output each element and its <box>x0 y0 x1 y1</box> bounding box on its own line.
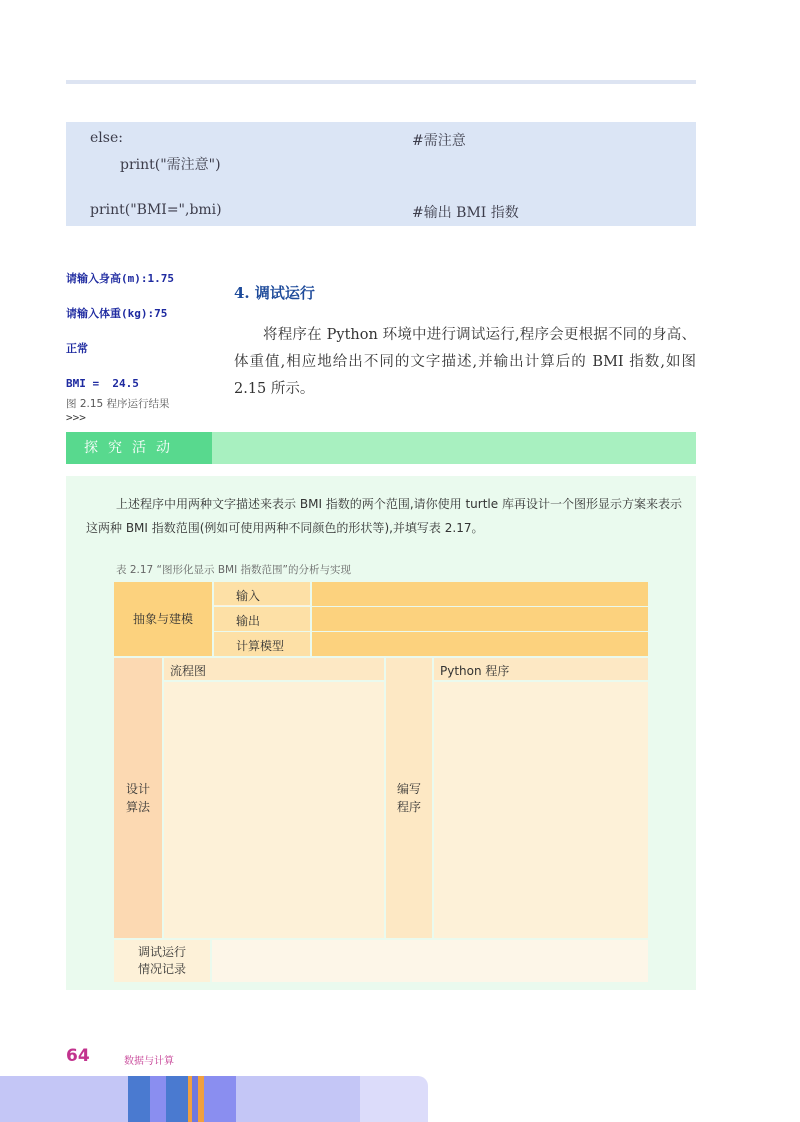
activity-banner-title: 探究活动 <box>66 432 212 464</box>
code-comment-output-bmi: #输出 BMI 指数 <box>412 205 519 221</box>
output-line: 正常 <box>66 341 88 355</box>
header-rule <box>66 80 696 84</box>
body-paragraph: 将程序在 Python 环境中进行调试运行,程序会更根据不同的身高、体重值,相应地给出不同的文字描述,并输出计算后的 BMI 指数,如图 2.15 所示。 <box>234 327 696 397</box>
table-cell-abstract <box>114 582 212 656</box>
model-label: 计算模型 <box>236 639 285 653</box>
design-label: 设计 算法 <box>125 782 150 814</box>
table-cell-design <box>114 658 162 938</box>
output-line: 请输入体重(kg):75 <box>66 306 168 320</box>
table-cell-model-label <box>214 632 310 656</box>
table-cell-input-label <box>214 582 310 606</box>
table-cell-python-header <box>434 658 648 680</box>
debug-label: 调试运行 情况记录 <box>137 945 186 976</box>
write-label: 编写 程序 <box>396 782 421 814</box>
code-line-print-bmi: print("BMI=",bmi) <box>90 202 222 218</box>
code-line-else: else: <box>90 130 123 146</box>
input-label: 输入 <box>236 589 261 603</box>
table-cell-output-label <box>214 607 310 631</box>
activity-panel <box>66 476 696 990</box>
table-cell-write <box>386 658 432 938</box>
footer-bar-segment <box>166 1076 188 1122</box>
table-cell-model-value[interactable] <box>312 632 648 656</box>
output-line: BMI = 24.5 <box>66 376 139 390</box>
footer-bar-segment <box>128 1076 150 1122</box>
figure-caption: 图 2.15 程序运行结果 <box>66 398 170 410</box>
output-line: 请输入身高(m):1.75 <box>66 272 174 286</box>
output-prompt: >>> <box>66 411 86 425</box>
python-label: Python 程序 <box>440 664 510 678</box>
abstract-label: 抽象与建模 <box>132 612 193 626</box>
activity-banner <box>66 432 696 464</box>
table-cell-debug <box>114 940 210 982</box>
table-cell-flowchart-header <box>164 658 384 680</box>
table-cell-input-value[interactable] <box>312 582 648 606</box>
code-comment-attention: #需注意 <box>412 133 466 149</box>
output-label: 输出 <box>236 614 261 628</box>
code-line-print-attention: print("需注意") <box>120 157 221 173</box>
book-title: 数据与计算 <box>124 1056 174 1067</box>
footer-bar-segment <box>360 1076 428 1122</box>
flowchart-area[interactable] <box>164 682 384 938</box>
footer-bar-segment <box>236 1076 360 1122</box>
page-number: 64 <box>66 1046 90 1066</box>
activity-text: 上述程序中用两种文字描述来表示 BMI 指数的两个范围,请你使用 turtle 库再设计一个图形显示方案来表示这两种 BMI 指数范围(例如可使用两种不同颜色的形状等),并填写表 2.17。 <box>86 497 682 535</box>
footer-bar-segment <box>150 1076 166 1122</box>
flowchart-label: 流程图 <box>170 664 207 678</box>
footer-bar-segment <box>204 1076 236 1122</box>
section-title: 4. 调试运行 <box>234 284 315 302</box>
footer-bar-segment <box>0 1076 128 1122</box>
debug-record-area[interactable] <box>212 940 648 982</box>
python-code-area[interactable] <box>434 682 648 938</box>
table-cell-output-value[interactable] <box>312 607 648 631</box>
table-caption: 表 2.17 “图形化显示 BMI 指数范围”的分析与实现 <box>116 564 351 576</box>
code-block <box>66 122 696 226</box>
